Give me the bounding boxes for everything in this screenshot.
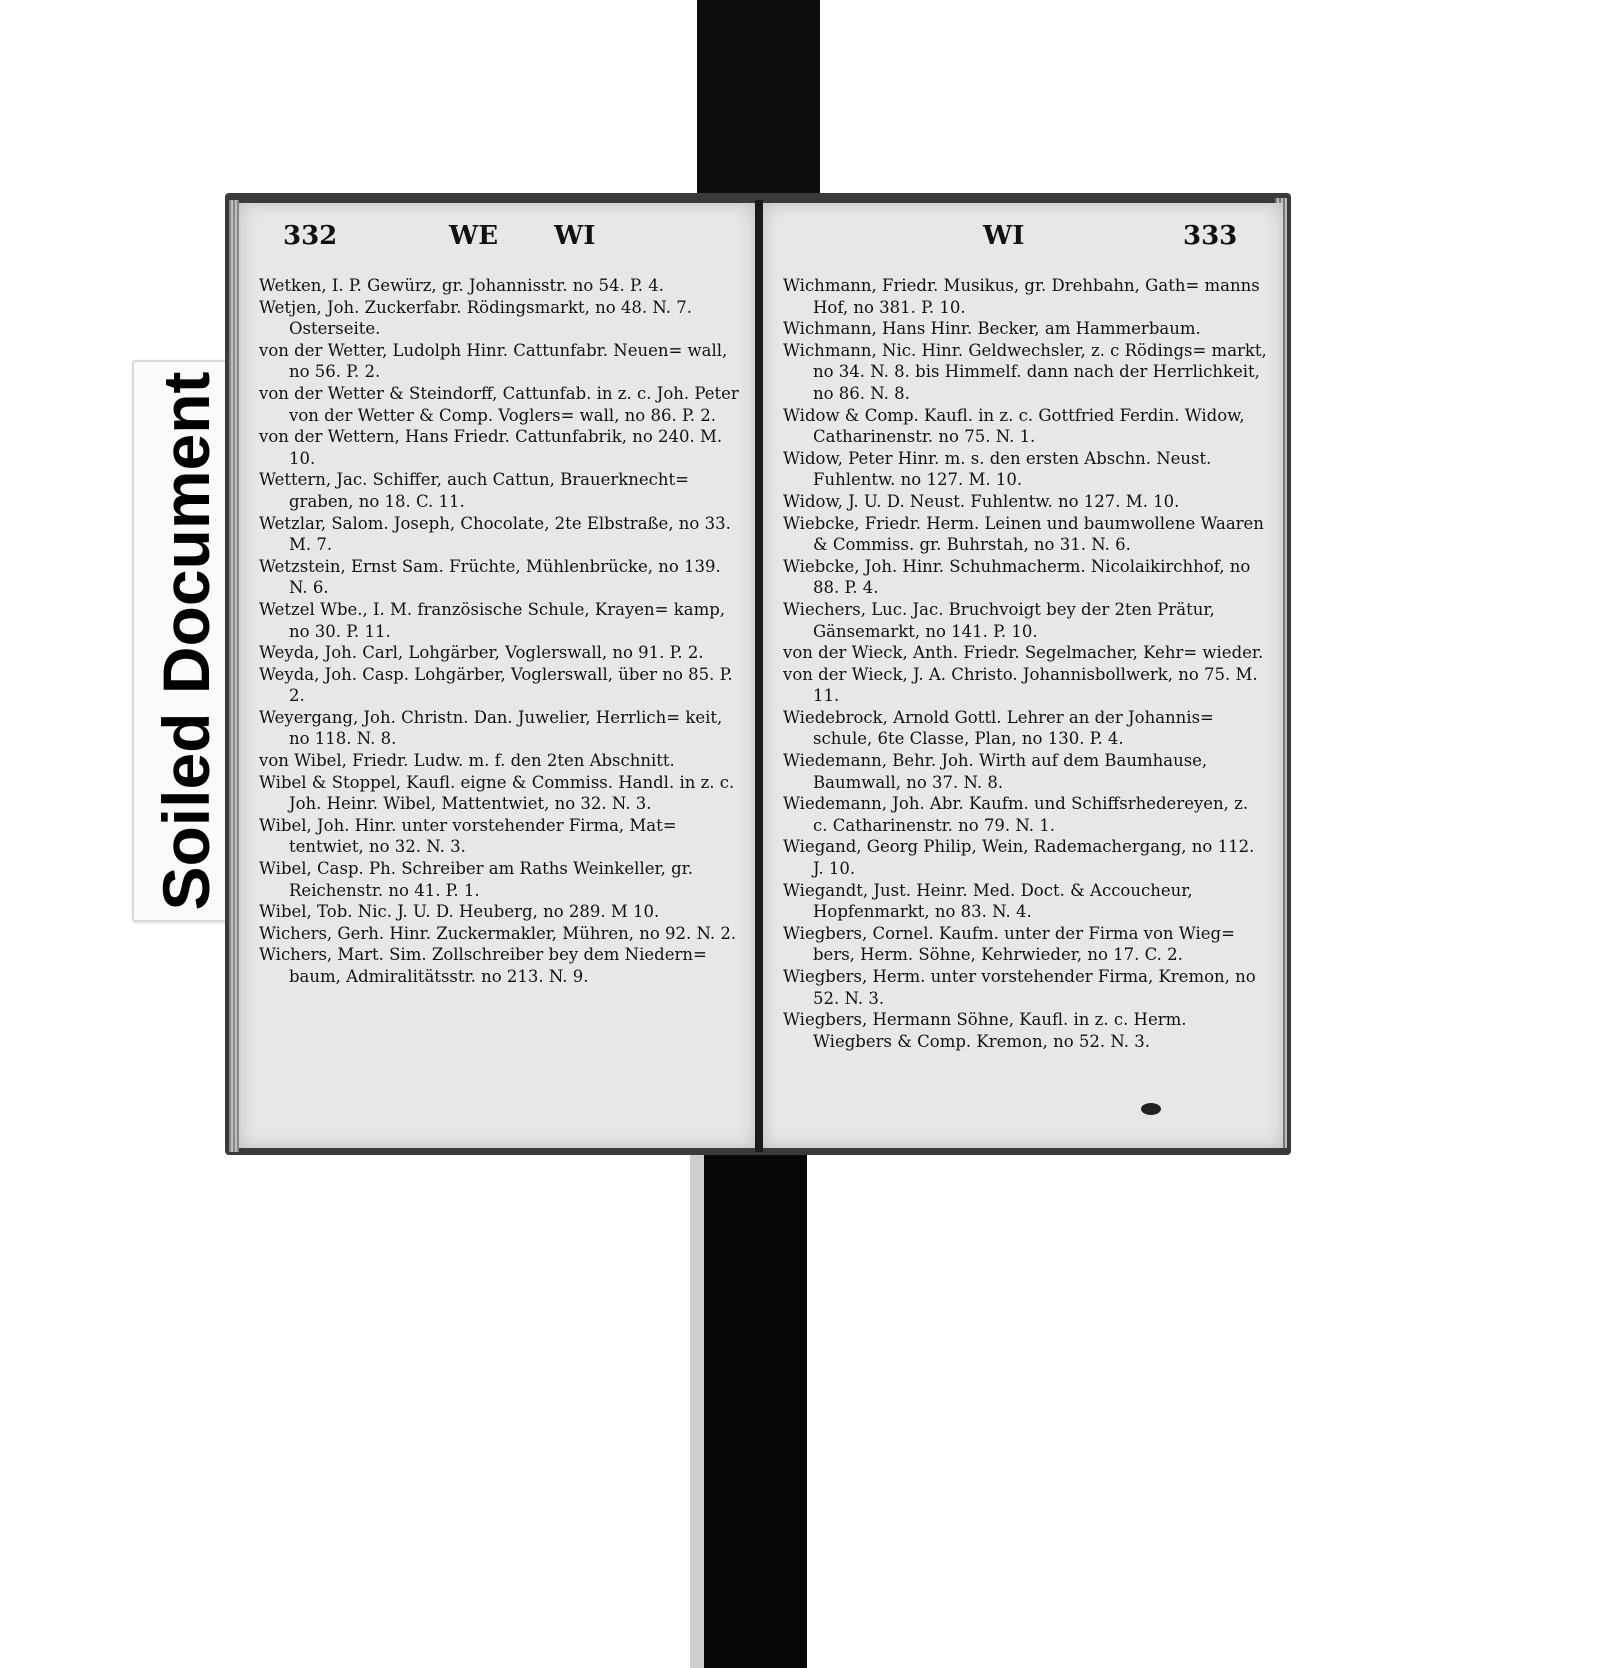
directory-entry: Wetzel Wbe., I. M. französische Schule, Krayen= kamp, no 30. P. 11.: [259, 599, 726, 641]
running-head-wi: WI: [554, 221, 596, 251]
binding-strap-edge: [690, 1145, 704, 1668]
running-head-we: WE: [449, 221, 499, 251]
page-number-right: 333: [1183, 221, 1238, 251]
right-page: [763, 203, 1283, 1148]
stamp-label: Soiled Document: [149, 371, 223, 911]
directory-entry: von der Wieck, J. A. Christo. Johannisbollwerk, no 75. M. 11.: [783, 664, 1258, 706]
directory-entry: von der Wieck, Anth. Friedr. Segelmacher, Kehr= wieder.: [783, 643, 1264, 663]
directory-entry: Wichers, Mart. Sim. Zollschreiber bey dem Niedern= baum, Admiralitätsstr. no 213. N. 9.: [259, 945, 707, 986]
directory-entry: von der Wetter & Steindorff, Cattunfab. in z. c. Joh. Peter von der Wetter & Comp. Voglers= wall, no 86. P. 2.: [259, 383, 739, 425]
directory-entries-left: [259, 275, 739, 988]
page-edge-left: [229, 200, 239, 1152]
directory-entry: Widow, J. U. D. Neust. Fuhlentw. no 127. M. 10.: [783, 491, 1180, 511]
directory-entry: Wiegbers, Hermann Söhne, Kaufl. in z. c. Herm. Wiegbers & Comp. Kremon, no 52. N. 3.: [783, 1010, 1187, 1051]
directory-entry: Widow & Comp. Kaufl. in z. c. Gottfried Ferdin. Widow, Catharinenstr. no 75. N. 1.: [783, 405, 1245, 447]
directory-entry: Widow, Peter Hinr. m. s. den ersten Abschn. Neust. Fuhlentw. no 127. M. 10.: [783, 448, 1212, 490]
directory-entry: Wibel, Casp. Ph. Schreiber am Raths Weinkeller, gr. Reichenstr. no 41. P. 1.: [259, 859, 693, 900]
directory-entry: Wibel & Stoppel, Kaufl. eigne & Commiss. Handl. in z. c. Joh. Heinr. Wibel, Mattentwiet, no 32. N. 3.: [259, 772, 735, 814]
directory-entry: Wiegbers, Cornel. Kaufm. unter der Firma von Wieg= bers, Herm. Söhne, Kehrwieder, no 17. C. 2.: [783, 923, 1235, 965]
page-number-left: 332: [283, 221, 338, 251]
directory-entry: Wetzlar, Salom. Joseph, Chocolate, 2te Elbstraße, no 33. M. 7.: [259, 513, 731, 555]
book-gutter: [755, 200, 763, 1152]
directory-entry: Wichmann, Friedr. Musikus, gr. Drehbahn, Gath= manns Hof, no 381. P. 10.: [783, 276, 1260, 317]
directory-entry: Wiegand, Georg Philip, Wein, Rademachergang, no 112. J. 10.: [783, 837, 1255, 879]
directory-entry: Wetjen, Joh. Zuckerfabr. Rödingsmarkt, no 48. N. 7. Osterseite.: [259, 297, 692, 339]
directory-entry: Weyda, Joh. Carl, Lohgärber, Voglerswall, no 91. P. 2.: [259, 643, 704, 663]
left-page: [239, 203, 755, 1148]
directory-entry: Weyergang, Joh. Christn. Dan. Juwelier, Herrlich= keit, no 118. N. 8.: [259, 707, 723, 749]
directory-entry: Wichmann, Hans Hinr. Becker, am Hammerbaum.: [783, 319, 1201, 339]
directory-entry: von Wibel, Friedr. Ludw. m. f. den 2ten Abschnitt.: [259, 751, 675, 771]
running-head-wi-right: WI: [983, 221, 1025, 251]
directory-entry: Wetzstein, Ernst Sam. Früchte, Mühlenbrücke, no 139. N. 6.: [259, 556, 721, 598]
directory-entry: Wiedemann, Behr. Joh. Wirth auf dem Baumhause, Baumwall, no 37. N. 8.: [783, 751, 1208, 792]
directory-entry: Wiegbers, Herm. unter vorstehender Firma, Kremon, no 52. N. 3.: [783, 967, 1256, 1008]
directory-entry: Wichers, Gerh. Hinr. Zuckermakler, Mühren, no 92. N. 2.: [259, 923, 737, 943]
directory-entry: Wiebcke, Joh. Hinr. Schuhmacherm. Nicolaikirchhof, no 88. P. 4.: [783, 556, 1251, 598]
directory-entry: Wetken, I. P. Gewürz, gr. Johannisstr. no 54. P. 4.: [259, 276, 664, 295]
binding-strap-top: [697, 0, 820, 205]
directory-entry: Wiegandt, Just. Heinr. Med. Doct. & Accoucheur, Hopfenmarkt, no 83. N. 4.: [783, 880, 1193, 922]
directory-entry: Wiedebrock, Arnold Gottl. Lehrer an der Johannis= schule, 6te Classe, Plan, no 130. P. 4.: [783, 707, 1214, 749]
directory-entry: Wibel, Tob. Nic. J. U. D. Heuberg, no 289. M 10.: [259, 902, 660, 922]
directory-entry: von der Wetter, Ludolph Hinr. Cattunfabr. Neuen= wall, no 56. P. 2.: [259, 340, 728, 382]
binding-strap-bottom: [704, 1145, 807, 1668]
directory-entry: Wiedemann, Joh. Abr. Kaufm. und Schiffsrhedereyen, z. c. Catharinenstr. no 79. N. 1.: [783, 794, 1249, 835]
directory-entry: Wiebcke, Friedr. Herm. Leinen und baumwollene Waaren & Commiss. gr. Buhrstah, no 31. N. 6.: [783, 513, 1264, 555]
directory-entry: Wibel, Joh. Hinr. unter vorstehender Firma, Mat= tentwiet, no 32. N. 3.: [259, 815, 677, 857]
directory-entry: Wichmann, Nic. Hinr. Geldwechsler, z. c Rödings= markt, no 34. N. 8. bis Himmelf. dann nach der Herrlichkeit, no 86. N. 8.: [783, 340, 1267, 403]
soiled-document-stamp: [132, 360, 240, 922]
directory-entry: Wettern, Jac. Schiffer, auch Cattun, Brauerknecht= graben, no 18. C. 11.: [259, 470, 689, 511]
directory-entry: von der Wettern, Hans Friedr. Cattunfabrik, no 240. M. 10.: [259, 427, 723, 468]
ink-smudge: [1141, 1103, 1161, 1115]
directory-entries-right: [783, 275, 1267, 1052]
directory-entry: Wiechers, Luc. Jac. Bruchvoigt bey der 2ten Prätur, Gänsemarkt, no 141. P. 10.: [783, 599, 1215, 641]
directory-entry: Weyda, Joh. Casp. Lohgärber, Voglerswall, über no 85. P. 2.: [259, 664, 733, 706]
